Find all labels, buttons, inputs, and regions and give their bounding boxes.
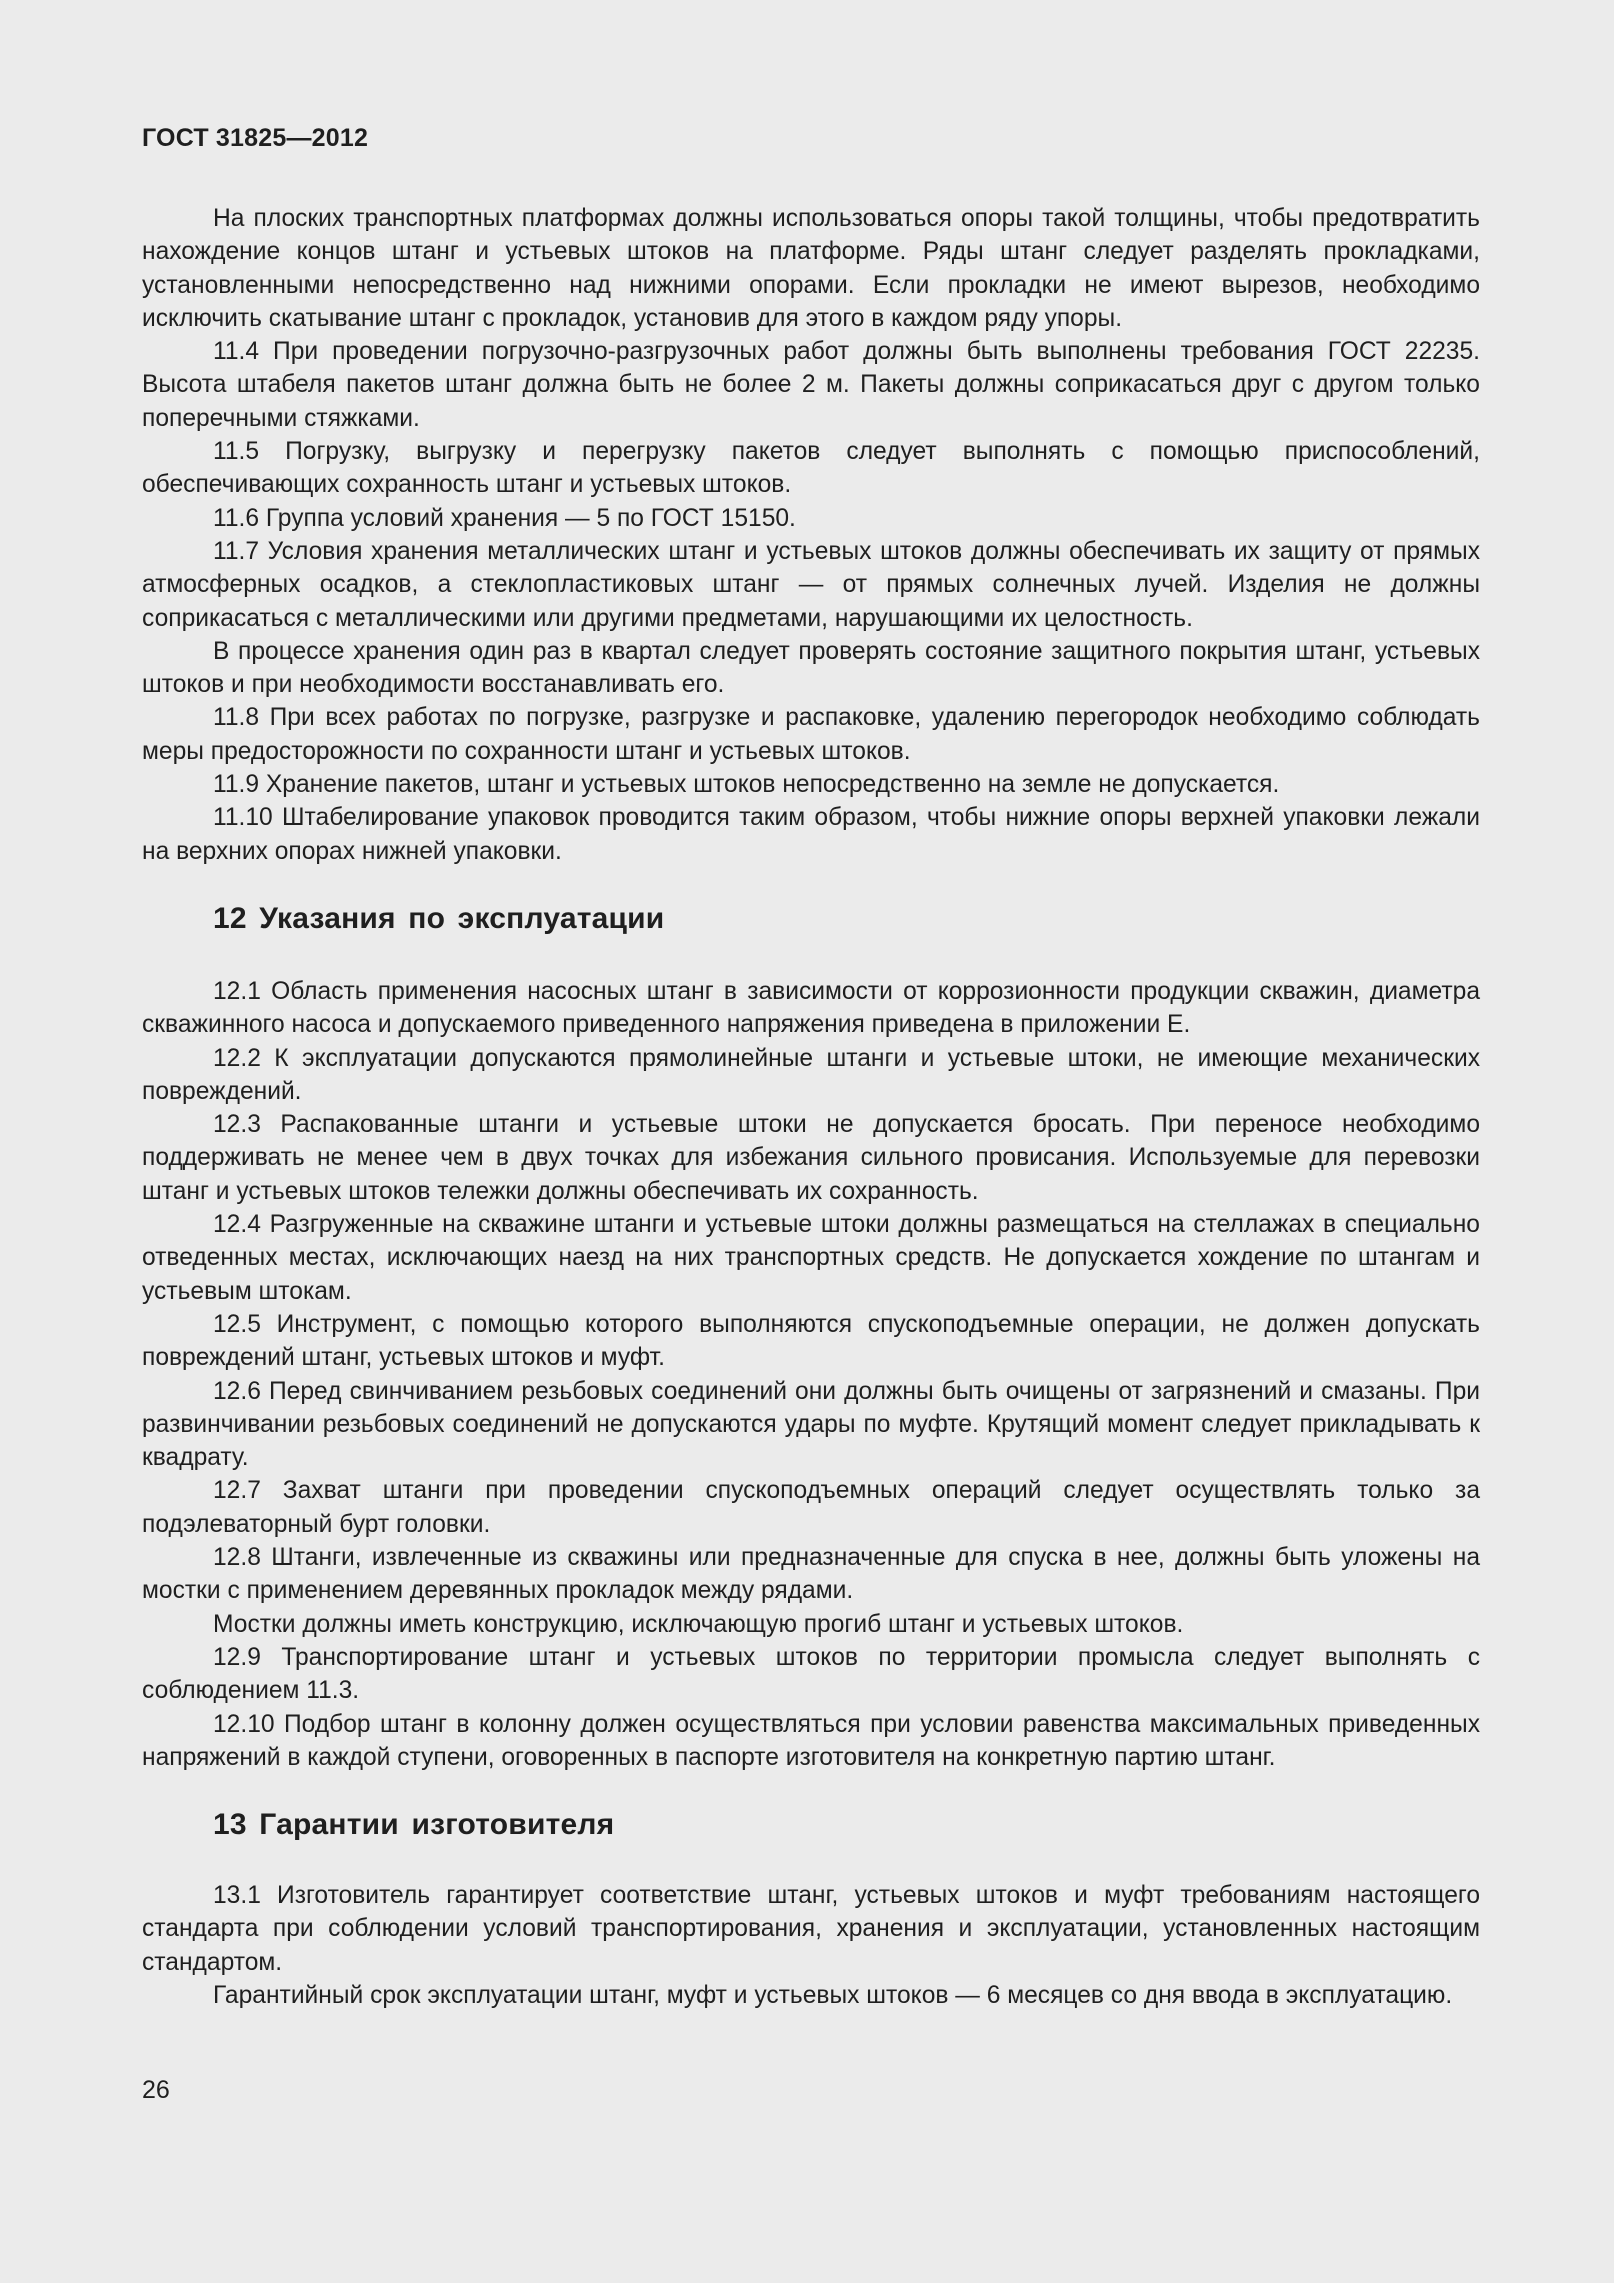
paragraph-11-9: 11.9 Хранение пакетов, штанг и устьевых штоков непосредственно на земле не допускается. xyxy=(213,771,1280,799)
paragraph-11-5: 11.5 Погрузку, выгрузку и перегрузку пакетов следует выполнять с помощью приспособлений, обеспечивающих сохранность штанг и устьевых штоков. xyxy=(142,438,1480,499)
paragraph-11-10: 11.10 Штабелирование упаковок проводится таким образом, чтобы нижние опоры верхней упаковки лежали на верхних опорах нижней упаковки. xyxy=(142,804,1480,865)
paragraph: Мостки должны иметь конструкцию, исключающую прогиб штанг и устьевых штоков. xyxy=(213,1610,1184,1638)
section-12-body xyxy=(142,975,1480,1774)
paragraph-12-2: 12.2 К эксплуатации допускаются прямолинейные штанги и устьевые штоки, не имеющие механических повреждений. xyxy=(142,1044,1480,1105)
section-12-heading: 12 Указания по эксплуатации xyxy=(213,902,665,935)
paragraph: На плоских транспортных платформах должны использоваться опоры такой толщины, чтобы предотвратить нахождение концов штанг и устьевых штоков на платформе. Ряды штанг следует разделять прокладками, установленными непосредственно над нижними опорами. Если прокладки не имеют вырезов, необходимо исключить скатывание штанг с прокладок, установив для этого в каждом ряду упоры. xyxy=(142,205,1480,332)
page-number: 26 xyxy=(142,2076,170,2104)
paragraph-12-1: 12.1 Область применения насосных штанг в зависимости от коррозионности продукции скважин, диаметра скважинного насоса и допускаемого приведенного напряжения приведена в приложении Е. xyxy=(142,978,1480,1039)
paragraph-12-4: 12.4 Разгруженные на скважине штанги и устьевые штоки должны размещаться на стеллажах в специально отведенных местах, исключающих наезд на них транспортных средств. Не допускается хождение по штангам и устьевым штокам. xyxy=(142,1211,1480,1305)
paragraph-12-8: 12.8 Штанги, извлеченные из скважины или предназначенные для спуска в нее, должны быть уложены на мостки с применением деревянных прокладок между рядами. xyxy=(142,1544,1480,1605)
paragraph-11-6: 11.6 Группа условий хранения — 5 по ГОСТ 15150. xyxy=(213,504,796,532)
paragraph-13-1: 13.1 Изготовитель гарантирует соответствие штанг, устьевых штоков и муфт требованиям настоящего стандарта при соблюдении условий транспортирования, хранения и эксплуатации, установленных настоящим стандартом. xyxy=(142,1882,1480,1976)
paragraph-11-4: 11.4 При проведении погрузочно-разгрузочных работ должны быть выполнены требования ГОСТ 22235. Высота штабеля пакетов штанг должна быть не более 2 м. Пакеты должны соприкасаться друг с другом только поперечными стяжками. xyxy=(142,338,1480,432)
document-header: ГОСТ 31825—2012 xyxy=(142,124,369,152)
paragraph-12-3: 12.3 Распакованные штанги и устьевые штоки не допускается бросать. При переносе необходимо поддерживать не менее чем в двух точках для избежания сильного провисания. Используемые для перевозки штанг и устьевых штоков тележки должны обеспечивать их сохранность. xyxy=(142,1111,1480,1205)
paragraph-11-8: 11.8 При всех работах по погрузке, разгрузке и распаковке, удалению перегородок необходимо соблюдать меры предосторожности по сохранности штанг и устьевых штоков. xyxy=(142,704,1480,765)
paragraph-12-7: 12.7 Захват штанги при проведении спускоподъемных операций следует осуществлять только за подэлеваторный бурт головки. xyxy=(142,1477,1480,1538)
paragraph: В процессе хранения один раз в квартал следует проверять состояние защитного покрытия штанг, устьевых штоков и при необходимости восстанавливать его. xyxy=(142,637,1480,699)
section-13-body xyxy=(142,1879,1480,2012)
section-11-continuation xyxy=(142,202,1480,868)
paragraph: Гарантийный срок эксплуатации штанг, муфт и устьевых штоков — 6 месяцев со дня ввода в эксплуатацию. xyxy=(213,1981,1453,2009)
paragraph-11-7: 11.7 Условия хранения металлических штанг и устьевых штоков должны обеспечивать их защиту от прямых атмосферных осадков, а стеклопластиковых штанг — от прямых солнечных лучей. Изделия не должны соприкасаться с металлическими или другими предметами, нарушающими их целостность. xyxy=(142,537,1480,632)
section-13-heading: 13 Гарантии изготовителя xyxy=(213,1808,615,1841)
paragraph-12-5: 12.5 Инструмент, с помощью которого выполняются спускоподъемные операции, не должен допускать повреждений штанг, устьевых штоков и муфт. xyxy=(142,1310,1480,1372)
paragraph-12-6: 12.6 Перед свинчиванием резьбовых соединений они должны быть очищены от загрязнений и смазаны. При развинчивании резьбовых соединений не допускаются удары по муфте. Крутящий момент следует прикладывать к квадрату. xyxy=(142,1377,1480,1472)
paragraph-12-9: 12.9 Транспортирование штанг и устьевых штоков по территории промысла следует выполнять с соблюдением 11.3. xyxy=(142,1643,1480,1705)
paragraph-12-10: 12.10 Подбор штанг в колонну должен осуществляться при условии равенства максимальных приведенных напряжений в каждой ступени, оговоренных в паспорте изготовителя на конкретную партию штанг. xyxy=(142,1710,1480,1771)
